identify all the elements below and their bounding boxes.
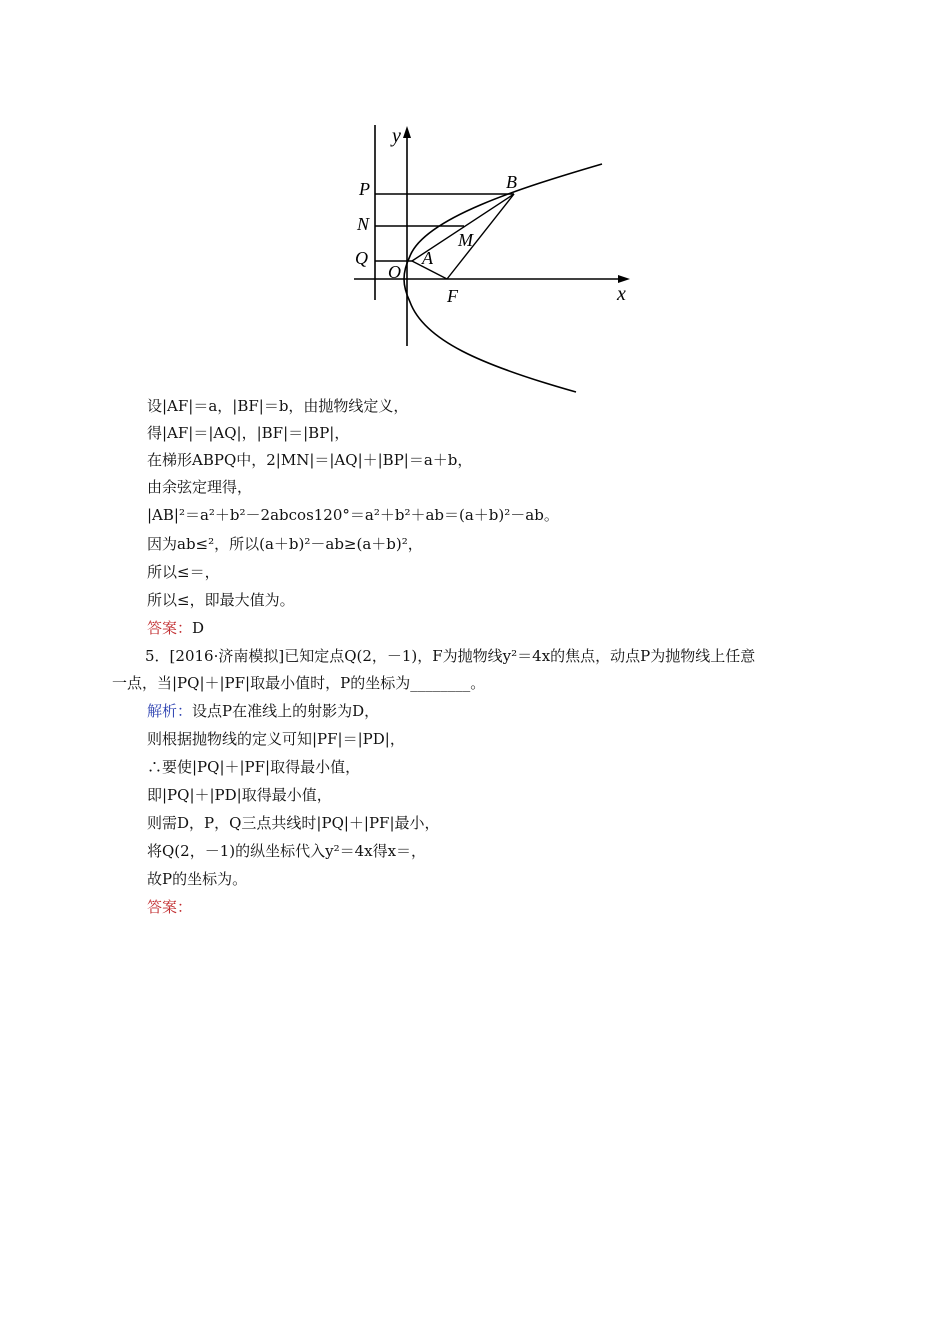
answer-label: 答案：: [147, 619, 193, 637]
parabola-diagram: [340, 110, 650, 400]
text-line: 在梯形ABPQ中，2|MN|＝|AQ|＋|BP|＝a＋b，: [147, 451, 473, 469]
label-N: N: [357, 214, 370, 234]
label-O: O: [388, 262, 401, 282]
text-line: 设|AF|＝a，|BF|＝b，由抛物线定义，: [147, 397, 409, 415]
solution-text-start: 设点P在准线上的射影为D，: [192, 702, 380, 720]
label-A: A: [422, 248, 433, 268]
label-B: B: [506, 172, 517, 192]
text-line: |AB|²＝a²＋b²－2abcos120°＝a²＋b²＋ab＝(a＋b)²－ab。: [147, 506, 559, 524]
text-line: 由余弦定理得，: [147, 478, 253, 496]
parabola-figure: [340, 110, 650, 400]
label-M: M: [458, 230, 473, 250]
text-line: 所以≤＝，: [147, 563, 220, 581]
text-line: 则根据抛物线的定义可知|PF|＝|PD|，: [147, 730, 405, 748]
question-5-line2: 一点，当|PQ|＋|PF|取最小值时，P的坐标为________。: [112, 674, 486, 692]
label-P: P: [359, 179, 370, 199]
text-line: ∴要使|PQ|＋|PF|取得最小值，: [147, 758, 361, 776]
answer-value: D: [192, 619, 205, 637]
text-line: 将Q(2，－1)的纵坐标代入y²＝4x得x＝，: [147, 842, 427, 860]
text-line: 得|AF|＝|AQ|，|BF|＝|BP|，: [147, 424, 350, 442]
label-Q: Q: [355, 248, 368, 268]
label-y: y: [392, 125, 401, 147]
label-x: x: [617, 283, 626, 305]
text-line: 故P的坐标为。: [147, 870, 248, 888]
answer-line: [147, 618, 204, 638]
solution-line: [147, 701, 379, 721]
text-line: 即|PQ|＋|PD|取得最小值，: [147, 786, 332, 804]
parabola-curve: [404, 164, 602, 392]
text-line: 则需D，P，Q三点共线时|PQ|＋|PF|最小，: [147, 814, 440, 832]
label-F: F: [447, 286, 458, 306]
question-5-line1: 5．[2016·济南模拟]已知定点Q(2，－1)，F为抛物线y²＝4x的焦点，动点P为抛物线上任意: [145, 647, 756, 665]
solution-label: 解析：: [147, 702, 193, 720]
y-axis-arrow-icon: [403, 126, 411, 138]
text-line: 因为ab≤²，所以(a＋b)²－ab≥(a＋b)²，: [147, 535, 423, 553]
answer-label-2: 答案：: [147, 898, 193, 916]
text-line: 所以≤，即最大值为。: [147, 591, 295, 609]
x-axis-arrow-icon: [618, 275, 630, 283]
